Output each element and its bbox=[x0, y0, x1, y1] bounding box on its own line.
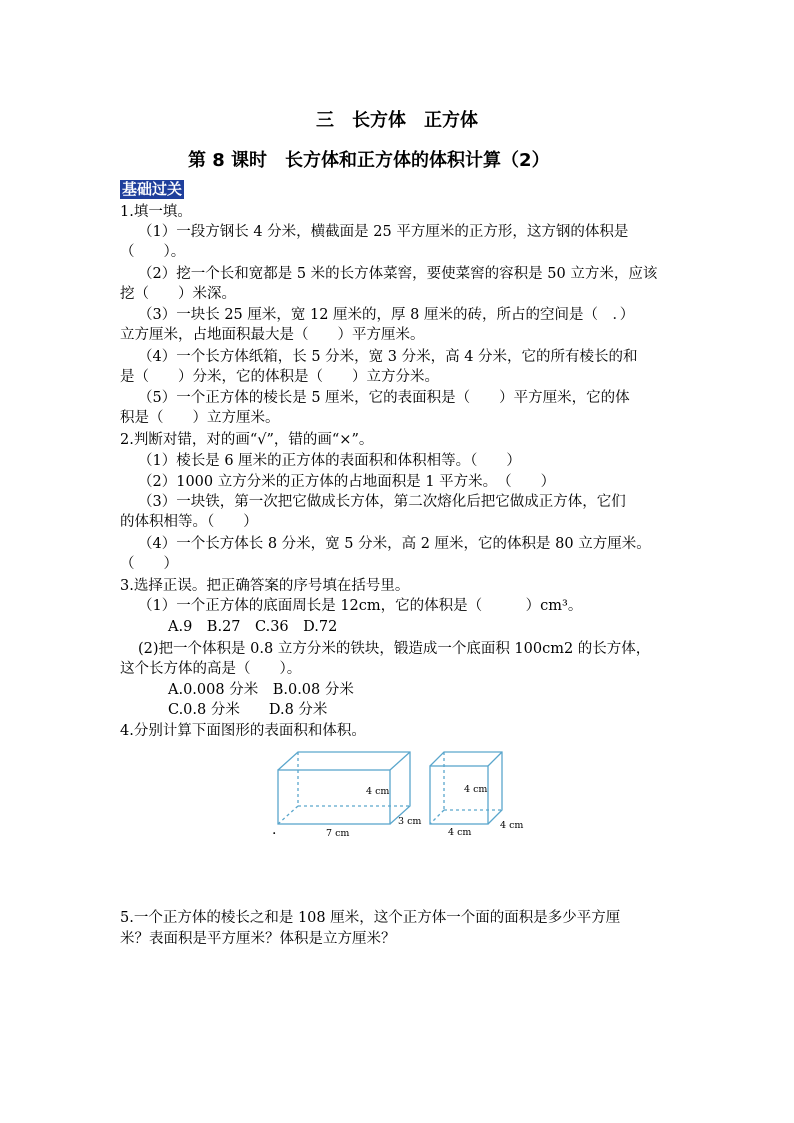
q2-line: （1）棱长是 6 厘米的正方体的表面积和体积相等。（ ） bbox=[138, 453, 521, 469]
cuboid-front-face bbox=[278, 770, 390, 824]
q5-line: 5.一个正方体的棱长之和是 108 厘米，这个正方体一个面的面积是多少平方厘 bbox=[120, 910, 621, 926]
q2-line: （2）1000 立方分米的正方体的占地面积是 1 平方米。 （ ） bbox=[138, 474, 556, 490]
cuboid-width-label: 3 cm bbox=[398, 816, 422, 827]
solids-figure bbox=[268, 744, 530, 844]
q2-line: （ ） bbox=[120, 556, 178, 572]
cube-width-label: 4 cm bbox=[500, 820, 524, 831]
q1-line: 立方厘米，占地面积最大是（ ）平方厘米。 bbox=[120, 327, 425, 343]
q4-heading: 4.分别计算下面图形的表面积和体积。 bbox=[120, 723, 366, 739]
q1-line: （1）一段方钢长 4 分米，横截面是 25 平方厘米的正方形，这方钢的体积是 bbox=[138, 224, 629, 240]
q1-line: 挖（ ）米深。 bbox=[120, 286, 236, 302]
cuboid-length-label: 7 cm bbox=[326, 828, 350, 839]
lesson-title: 第 8 课时 长方体和正方体的体积计算（2） bbox=[188, 150, 550, 171]
q3-line: (2)把一个体积是 0.8 立方分米的铁块，锻造成一个底面积 100cm2 的长方体， bbox=[138, 641, 651, 657]
q2-line: （3）一块铁，第一次把它做成长方体，第二次熔化后把它做成正方体，它们 bbox=[138, 494, 626, 510]
cube-length-label: 4 cm bbox=[448, 827, 472, 838]
q2-line: （4）一个长方体长 8 分米，宽 5 分米，高 2 厘米，它的体积是 80 立方厘米。 bbox=[138, 536, 651, 552]
q3-options: A.9 B.27 C.36 D.72 bbox=[168, 619, 338, 635]
q3-options: C.0.8 分米 D.8 分米 bbox=[168, 702, 328, 718]
cuboid-height-label: 4 cm bbox=[366, 786, 390, 797]
unit-title: 三 长方体 正方体 bbox=[316, 110, 478, 131]
q3-line: （1）一个正方体的底面周长是 12cm，它的体积是（ ）cm³。 bbox=[138, 598, 583, 614]
q3-heading: 3.选择正误。把正确答案的序号填在括号里。 bbox=[120, 578, 410, 594]
q1-line: （4）一个长方体纸箱，长 5 分米，宽 3 分米，高 4 分米，它的所有棱长的和 bbox=[138, 349, 638, 365]
q1-line: 积是（ ）立方厘米。 bbox=[120, 410, 280, 426]
q2-heading: 2.判断对错，对的画“√”，错的画“×”。 bbox=[120, 432, 374, 448]
q3-line: 这个长方体的高是（ ）。 bbox=[120, 661, 302, 677]
q1-line: 是（ ）分米，它的体积是（ ）立方分米。 bbox=[120, 369, 439, 385]
q5-line: 米？表面积是平方厘米？体积是立方厘米？ bbox=[120, 931, 396, 947]
q1-heading: 1.填一填。 bbox=[120, 204, 192, 220]
q1-line: （5）一个正方体的棱长是 5 厘米，它的表面积是（ ）平方厘米，它的体 bbox=[138, 390, 630, 406]
stray-dot: · bbox=[272, 826, 277, 842]
section-tag: 基础过关 bbox=[122, 180, 183, 198]
q3-options: A.0.008 分米 B.0.08 分米 bbox=[168, 682, 354, 698]
q1-line: （3）一块长 25 厘米，宽 12 厘米的，厚 8 厘米的砖，所占的空间是（ ．） bbox=[138, 307, 635, 323]
cube-height-label: 4 cm bbox=[464, 784, 488, 795]
q2-line: 的体积相等。（ ） bbox=[120, 514, 258, 530]
q1-line: （2）挖一个长和宽都是 5 米的长方体菜窖，要使菜窖的容积是 50 立方米，应该 bbox=[138, 266, 658, 282]
q1-line: （ ）。 bbox=[120, 244, 186, 260]
